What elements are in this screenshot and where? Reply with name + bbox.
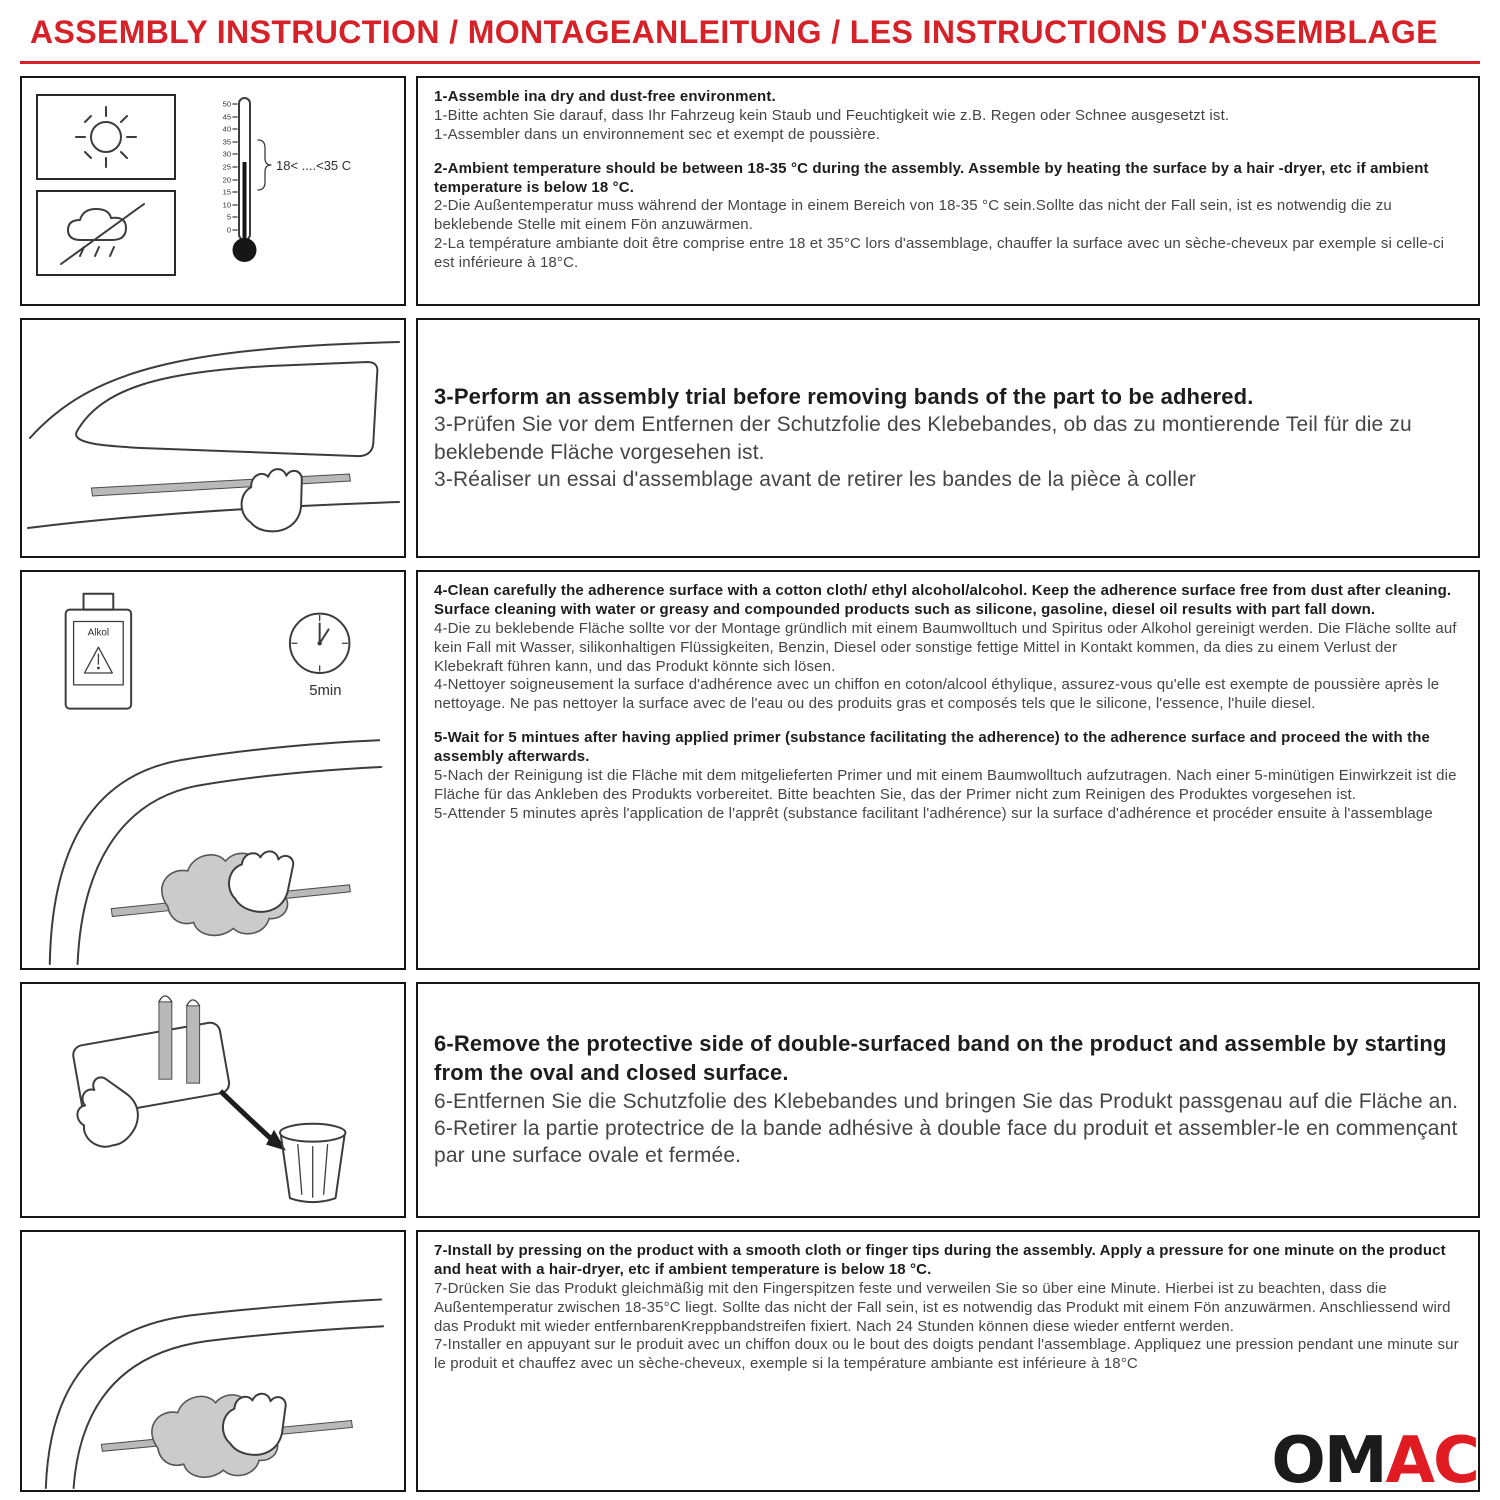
thermometer-tick-label: 45	[222, 112, 231, 122]
section-cleaning-primer	[20, 570, 1480, 970]
thermometer-tick-label: 10	[222, 200, 231, 210]
section-3-text	[416, 318, 1480, 558]
line-fr: 4-Nettoyer soigneusement la surface d'adhérence avec un chiffon en coton/alcool éthylique, assurez-vous qu'elle est exempte de poussière après le nettoyage. Ne pas nettoyer la surface avec de l'eau ou des produits gras et composés tels que le silicone, l'essence, l'huile diesel.	[434, 676, 1440, 713]
trial-illustration	[20, 318, 406, 558]
section-1-2-text	[416, 76, 1480, 306]
instruction-block-6	[434, 1030, 1462, 1169]
press-cloth-illustration	[22, 1232, 404, 1490]
thermometer-tick-label: 0	[226, 225, 231, 235]
page-title: ASSEMBLY INSTRUCTION / MONTAGEANLEITUNG / LES INSTRUCTIONS D'ASSEMBLAGE	[30, 14, 1438, 50]
section-6-text	[416, 982, 1480, 1218]
temperature-range-label: 18< ....<35 C	[276, 158, 352, 173]
instruction-block-3	[434, 383, 1462, 493]
logo-text-red: AC	[1385, 1424, 1478, 1498]
instruction-block-1	[434, 88, 1462, 145]
cleaning-illustration	[20, 570, 406, 970]
line-fr: 1-Assembler dans un environnement sec et exempt de poussière.	[434, 125, 881, 143]
section-4-5-text	[416, 570, 1480, 970]
section-press-install	[20, 1230, 1480, 1492]
line-en: 3-Perform an assembly trial before removing bands of the part to be adhered.	[434, 383, 1254, 409]
line-en: 6-Remove the protective side of double-surfaced band on the product and assemble by starting from the oval and closed surface.	[434, 1031, 1447, 1086]
line-en: 2-Ambient temperature should be between 18-35 °C during the assembly. Assemble by heating the surface by a hair -dryer, etc if ambient temperature is below 18 °C.	[434, 159, 1429, 196]
section-assembly-trial	[20, 318, 1480, 558]
line-fr: 7-Installer en appuyant sur le produit avec un chiffon doux ou le bout des doigts pendant l'assemblage. Appliquez une pression pendant une minute sur le produit et chauffez avec un sèche-cheveux, exemple si la température ambiante est inférieure à 18°C	[434, 1336, 1459, 1373]
alcohol-label: Alkol	[87, 627, 110, 639]
line-de: 7-Drücken Sie das Produkt gleichmäßig mit den Fingerspitzen feste und verweilen Sie so über eine Minute. Hierbei ist zu beachten, dass die Außentemperatur zwischen 18-35°C liegt. Sollte das nicht der Fall sein, ist es notwendig das Produkt mit einem Fön anzuwärmen. Anschliessend wird das Produkt mit wieder entfernbarenKreppbandstreifen fixiert. Nach 24 Stunden können diese wieder entfernt werden.	[434, 1279, 1451, 1335]
line-de: 3-Prüfen Sie vor dem Entfernen der Schutzfolie des Klebebandes, ob das zu montierende Teil für die zu beklebende Fläche vorgesehen ist.	[434, 413, 1412, 464]
thermometer-tick-label: 20	[222, 175, 231, 185]
line-de: 6-Entfernen Sie die Schutzfolie des Klebebandes und bringen Sie das Produkt passgenau auf die Fläche an.	[434, 1089, 1459, 1113]
instruction-block-2	[434, 160, 1462, 273]
no-rain-box	[36, 190, 176, 276]
line-de: 4-Die zu beklebende Fläche sollte vor der Montage gründlich mit einem Baumwolltuch und Spiritus oder Alkohol gereinigt werden. Die Fläche sollte auf kein Fall mit Wasser, silikonhaltigen Flüssigkeiten, Benzin, Diesel oder sonstige fettige Mittel in Kontakt kommen, da dies zu einem Verlust der Klebekraft führen kann, und das Produkt könnte sich lösen.	[434, 619, 1457, 675]
line-fr: 5-Attender 5 minutes après l'application de l'apprêt (substance facilitant l'adhérence) sur la surface d'adhérence et procéder ensuite à l'assemblage	[434, 804, 1433, 822]
line-en: 7-Install by pressing on the product with a smooth cloth or finger tips during the assembly. Apply a pressure for one minute on the product and heat with a hair-dryer, etc if ambient temperature is below 18 °C.	[434, 1242, 1446, 1278]
thermometer-icon	[202, 90, 402, 295]
sun-icon	[38, 96, 174, 178]
sun-box	[36, 94, 176, 180]
line-en: 4-Clean carefully the adherence surface with a cotton cloth/ ethyl alcohol/alcohol. Keep the adherence surface free from dust after cleaning. Surface cleaning with water or greasy and compounded products such as silicone, gasoline, diesel oil results with part fall down.	[434, 582, 1452, 618]
protective-band	[187, 1006, 200, 1083]
title-rule	[20, 61, 1480, 64]
protective-band	[159, 1002, 172, 1079]
trash-can-icon	[280, 1124, 345, 1202]
line-fr: 2-La température ambiante doit être comprise entre 18 et 35°C lors d'assemblage, chauffer la surface avec un sèche-cheveux par exemple si celle-ci est inférieure à 18°C.	[434, 235, 1445, 272]
surface-cleaning-illustration	[22, 572, 404, 968]
rain-crossed-icon	[38, 192, 174, 274]
logo-text-black: OM	[1271, 1424, 1386, 1498]
press-illustration	[20, 1230, 406, 1492]
line-de: 2-Die Außentemperatur muss während der Montage in einem Bereich von 18-35 °C sein.Sollte das nicht der Fall sein, ist es notwendig die zu beklebende Stelle mit einem Fön anzuwärmen.	[434, 197, 1392, 234]
omac-logo	[1271, 1424, 1478, 1498]
section-environment-temperature	[20, 76, 1480, 306]
clock-duration-label: 5min	[309, 682, 342, 699]
arrow-icon	[220, 1091, 272, 1140]
trim-strip	[91, 474, 350, 496]
instruction-block-5	[434, 729, 1462, 823]
line-de: 5-Nach der Reinigung ist die Fläche mit dem mitgelieferten Primer und mit einem Baumwolltuch aufzutragen. Nach einer 5-minütigen Einwirkzeit ist die Fläche für das Ankleben des Produkts vorbereitet. Bitte beachten Sie, das der Primer nicht zum Reinigen des Produktes vorgesehen ist.	[434, 767, 1457, 803]
hand-icon	[63, 1073, 149, 1159]
tape-removal-trash-illustration	[22, 984, 404, 1216]
instruction-block-4	[434, 582, 1462, 714]
thermometer-tick-label: 15	[222, 187, 231, 197]
line-fr: 3-Réaliser un essai d'assemblage avant de retirer les bandes de la pièce à coller	[434, 467, 1197, 491]
instruction-block-7	[434, 1242, 1462, 1374]
line-fr: 6-Retirer la partie protectrice de la bande adhésive à double face du produit et assembler-le en commençant par une surface ovale et fermée.	[434, 1116, 1458, 1168]
line-de: 1-Bitte achten Sie darauf, dass Ihr Fahrzeug kein Staub und Feuchtigkeit wie z.B. Regen oder Schnee ausgesetzt ist.	[434, 106, 1230, 124]
clock-icon	[290, 614, 350, 699]
range-brace	[258, 140, 271, 190]
alcohol-bottle-icon	[66, 594, 131, 709]
thermometer-tick-label: 40	[222, 124, 231, 134]
thermometer-tick-label: 25	[222, 162, 231, 172]
line-en: 1-Assemble ina dry and dust-free environment.	[434, 88, 776, 105]
line-en: 5-Wait for 5 mintues after having applied primer (substance facilitating the adherence) to the adherence surface and proceed the with the assembly afterwards.	[434, 729, 1431, 766]
environment-illustration	[20, 76, 406, 306]
car-trim-trial-illustration	[22, 320, 404, 556]
thermometer-tick-label: 35	[222, 137, 231, 147]
hand-icon	[239, 466, 305, 535]
thermometer-tick-label: 30	[222, 149, 231, 159]
thermometer-tick-label: 5	[226, 212, 231, 222]
thermometer-tick-label: 50	[222, 99, 231, 109]
section-remove-band	[20, 982, 1480, 1218]
band-removal-illustration	[20, 982, 406, 1218]
